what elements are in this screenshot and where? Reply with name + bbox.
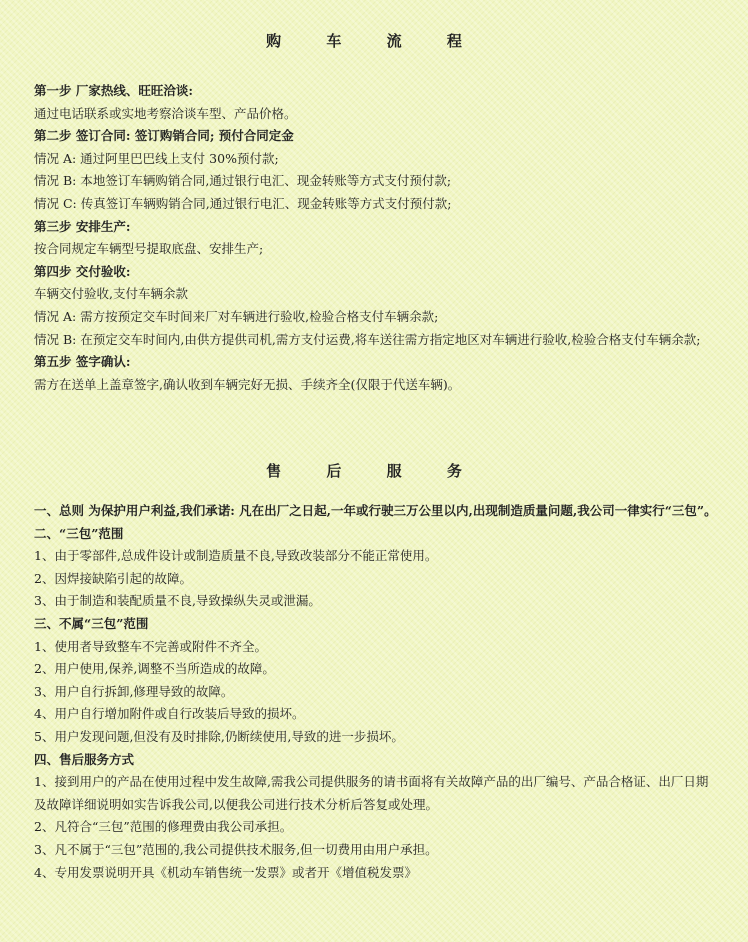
purchase-line-heading: 第四步 交付验收:	[34, 263, 131, 279]
purchase-line-heading: 第一步 厂家热线、旺旺洽谈:	[34, 83, 193, 98]
purchase-line-heading: 第五步 签字确认:	[34, 354, 131, 370]
service-line-heading: 一、总则 为保护用户利益,我们承诺: 凡在出厂之日起,一年或行驶三万公里以内,出现制造质量问题,我公司一律实行“三包”。	[34, 503, 717, 518]
purchase-line-text: 情况 A: 需方按预定交车时间来厂对车辆进行验收,检验合格支付车辆余款;	[34, 308, 439, 324]
purchase-line-text: 通过电话联系或实地考察洽谈车型、产品价格。	[34, 105, 297, 121]
purchase-line-text: 需方在送单上盖章签字,确认收到车辆完好无损、手续齐全(仅限于代送车辆)。	[34, 376, 461, 392]
purchase-line-text: 按合同规定车辆型号提取底盘、安排生产;	[34, 241, 264, 257]
service-line-heading: 二、“三包”范围	[34, 525, 124, 541]
service-line-text: 5、用户发现问题,但没有及时排除,仍断续使用,导致的进一步损坏。	[34, 728, 404, 744]
purchase-line-text: 车辆交付验收,支付车辆余款	[34, 286, 188, 302]
purchase-title: 购 车 流 程	[266, 32, 482, 50]
service-title: 售 后 服 务	[266, 462, 482, 480]
service-line-text: 3、用户自行拆卸,修理导致的故障。	[34, 683, 234, 699]
service-line-heading: 三、不属“三包”范围	[34, 615, 149, 631]
service-line-text: 4、用户自行增加附件或自行改装后导致的损坏。	[34, 706, 305, 722]
purchase-line-heading: 第三步 安排生产:	[34, 218, 131, 234]
service-line-text: 1、使用者导致整车不完善或附件不齐全。	[34, 638, 267, 654]
purchase-line-text: 情况 B: 在预定交车时间内,由供方提供司机,需方支付运费,将车送往需方指定地区对车辆进行验收,检验合格支付车辆余款;	[34, 331, 701, 347]
service-terms	[34, 500, 718, 884]
purchase-line-text: 情况 B: 本地签订车辆购销合同,通过银行电汇、现金转账等方式支付预付款;	[34, 173, 452, 189]
service-line-text: 1、接到用户的产品在使用过程中发生故障,需我公司提供服务的请书面将有关故障产品的出厂编号、产品合格证、出厂日期及故障详细说明如实告诉我公司,以便我公司进行技术分析后答复或处理。	[34, 774, 709, 812]
purchase-line-text: 情况 C: 传真签订车辆购销合同,通过银行电汇、现金转账等方式支付预付款;	[34, 195, 452, 211]
purchase-steps	[34, 80, 718, 396]
service-line-heading: 四、售后服务方式	[34, 751, 135, 767]
service-line-text: 3、由于制造和装配质量不良,导致操纵失灵或泄漏。	[34, 593, 321, 609]
purchase-line-heading: 第二步 签订合同: 签订购销合同; 预付合同定金	[34, 128, 294, 144]
service-line-text: 2、凡符合“三包”范围的修理费由我公司承担。	[34, 819, 293, 835]
service-line-text: 3、凡不属于“三包”范围的,我公司提供技术服务,但一切费用由用户承担。	[34, 841, 438, 857]
service-line-text: 2、用户使用,保养,调整不当所造成的故障。	[34, 661, 275, 677]
purchase-line-text: 情况 A: 通过阿里巴巴线上支付 30%预付款;	[34, 150, 279, 166]
service-line-text: 2、因焊接缺陷引起的故障。	[34, 570, 192, 586]
service-line-text: 1、由于零部件,总成件设计或制造质量不良,导致改装部分不能正常使用。	[34, 548, 438, 564]
service-line-text: 4、专用发票说明开具《机动车销售统一发票》或者开《增值税发票》	[34, 864, 417, 880]
